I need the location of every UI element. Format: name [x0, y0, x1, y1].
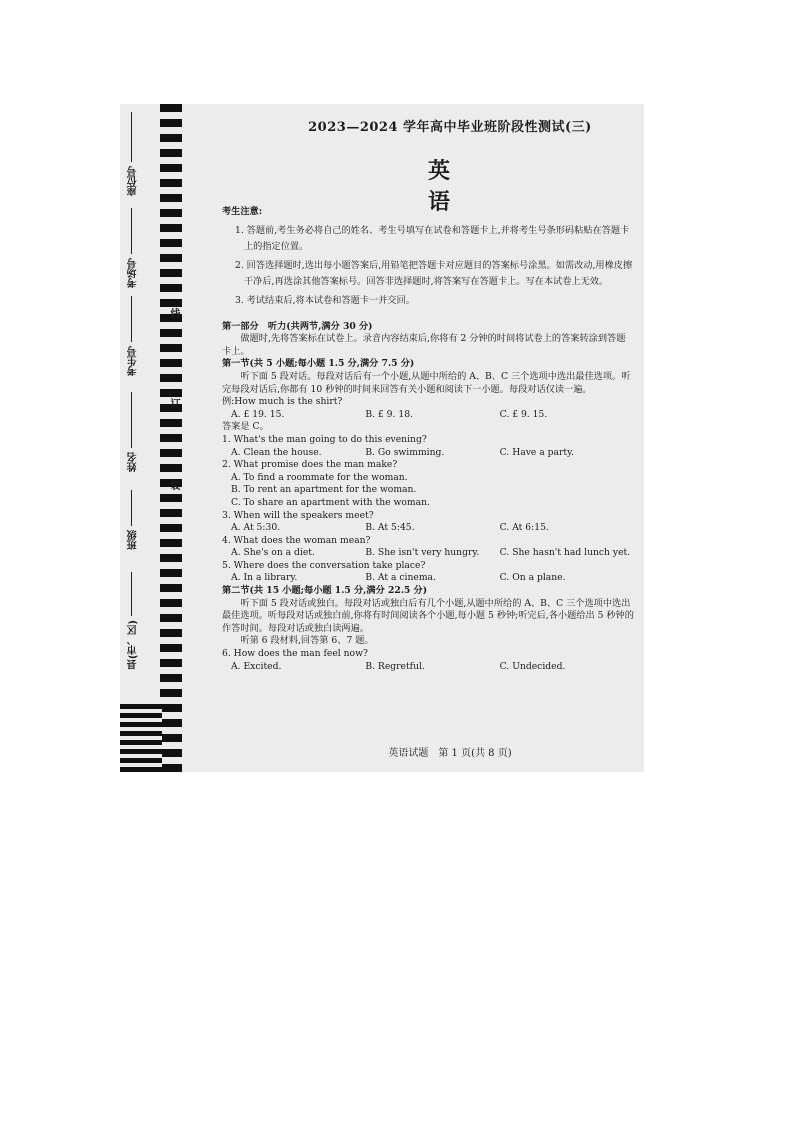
option-a: A. Clean the house.: [231, 446, 322, 458]
exam-room-label: 考场号: [128, 258, 139, 288]
county-blank: [131, 572, 132, 616]
option-a: A. In a library.: [231, 572, 298, 584]
notice-heading: 考生注意:: [222, 206, 263, 217]
class-blank: [131, 490, 132, 526]
subject-title: 英 语: [427, 158, 472, 215]
name-blank: [131, 392, 132, 448]
question-1-options: [222, 447, 634, 460]
binding-mark-bind: 订: [168, 398, 179, 408]
question-2: 2. What promise does the man make?: [222, 459, 398, 471]
option-b: B. To rent an apartment for the woman.: [231, 484, 417, 496]
option-b: B. At 5:45.: [365, 522, 415, 534]
page-footer: 英语试题 第 1 页(共 8 页): [388, 748, 512, 759]
example-options: [222, 409, 634, 422]
part1-heading: 第一部分 听力(共两节,满分 30 分): [222, 320, 373, 332]
question-5: 5. Where does the conversation take place?: [222, 559, 426, 571]
option-c: C. She hasn't had lunch yet.: [499, 547, 631, 559]
binding-barcode-corner: [120, 704, 162, 772]
question-4: 4. What does the woman mean?: [222, 534, 371, 546]
example-question: 例:How much is the shirt?: [222, 396, 343, 408]
option-b: B. She isn't very hungry.: [365, 547, 480, 559]
question-6-options: [222, 661, 634, 674]
seat-number-label: 座位号: [128, 166, 139, 196]
exam-content: [222, 206, 634, 673]
section2-instructions: 听下面 5 段对话或独白。每段对话或独白后有几个小题,从题中所给的 A、B、C 三个选项中选出最佳选项。听每段对话或独白前,你将有时间阅读各个小题,每小题 5 秒钟;听完后,各小题给出 5 秒钟的作答时间。每段对话或独白读两遍。: [222, 597, 634, 634]
question-1: 1. What's the man going to do this evening?: [222, 433, 427, 445]
option-c: C. At 6:15.: [499, 522, 549, 534]
notice-item: 1. 答题前,考生务必将自己的姓名、考生号填写在试卷和答题卡上,并将考生号条形码粘贴在答题卡上的指定位置。: [235, 224, 630, 252]
candidate-number-blank: [131, 296, 132, 342]
exam-title: 2023—2024 学年高中毕业班阶段性测试(三): [308, 120, 592, 135]
candidate-number-label: 考生号: [128, 346, 139, 376]
option-c: C. Have a party.: [499, 446, 574, 458]
notice-item: 2. 回答选择题时,选出每小题答案后,用铅笔把答题卡对应题目的答案标号涂黑。如需改动,用橡皮擦干净后,再选涂其他答案标号。回答非选择题时,将答案写在答题卡上。写在本试卷上无效。: [235, 259, 633, 287]
seat-number-blank: [131, 112, 132, 162]
option-c: C. Undecided.: [499, 660, 566, 672]
option-a: A. £ 19. 15.: [231, 408, 285, 420]
exam-room-blank: [131, 208, 132, 254]
name-label: 姓名: [128, 452, 139, 472]
binding-mark-line: 线: [168, 308, 179, 318]
option-b: B. Regretful.: [365, 660, 425, 672]
section1-instructions: 听下面 5 段对话。每段对话后有一个小题,从题中所给的 A、B、C 三个选项中选出最佳选项。听完每段对话后,你都有 10 秒钟的时间来回答有关小题和阅读下一小题。每段对话仅读一遍。: [222, 370, 631, 395]
section2-heading: 第二节(共 15 小题;每小题 1.5 分,满分 22.5 分): [222, 585, 428, 597]
option-b: B. At a cinema.: [365, 572, 436, 584]
option-c: C. On a plane.: [499, 572, 566, 584]
notice-item: 3. 考试结束后,将本试卷和答题卡一并交回。: [235, 294, 415, 306]
binding-mark-fold: 装: [168, 480, 179, 490]
option-a: A. To find a roommate for the woman.: [231, 471, 408, 483]
example-answer: 答案是 C。: [222, 421, 269, 433]
class-label: 班级: [128, 530, 139, 550]
part1-intro: 做题时,先将答案标在试卷上。录音内容结束后,你将有 2 分钟的时间将试卷上的答案转涂到答题卡上。: [222, 333, 626, 357]
part1: [222, 321, 634, 674]
question-4-options: [222, 547, 634, 560]
option-a: A. Excited.: [231, 660, 282, 672]
option-b: B. £ 9. 18.: [365, 408, 413, 420]
option-b: B. Go swimming.: [365, 446, 445, 458]
option-a: A. She's on a diet.: [231, 547, 315, 559]
binding-barcode-strip: [160, 104, 182, 772]
option-a: A. At 5:30.: [231, 522, 281, 534]
option-c: C. £ 9. 15.: [499, 408, 548, 420]
question-3: 3. When will the speakers meet?: [222, 509, 374, 521]
section1-heading: 第一节(共 5 小题;每小题 1.5 分,满分 7.5 分): [222, 358, 415, 370]
county-label: 县(市、区): [128, 620, 139, 670]
option-c: C. To share an apartment with the woman.: [231, 496, 430, 508]
section2-material: 听第 6 段材料,回答第 6、7 题。: [240, 635, 374, 647]
question-5-options: [222, 572, 634, 585]
question-6: 6. How does the man feel now?: [222, 648, 368, 660]
question-3-options: [222, 522, 634, 535]
